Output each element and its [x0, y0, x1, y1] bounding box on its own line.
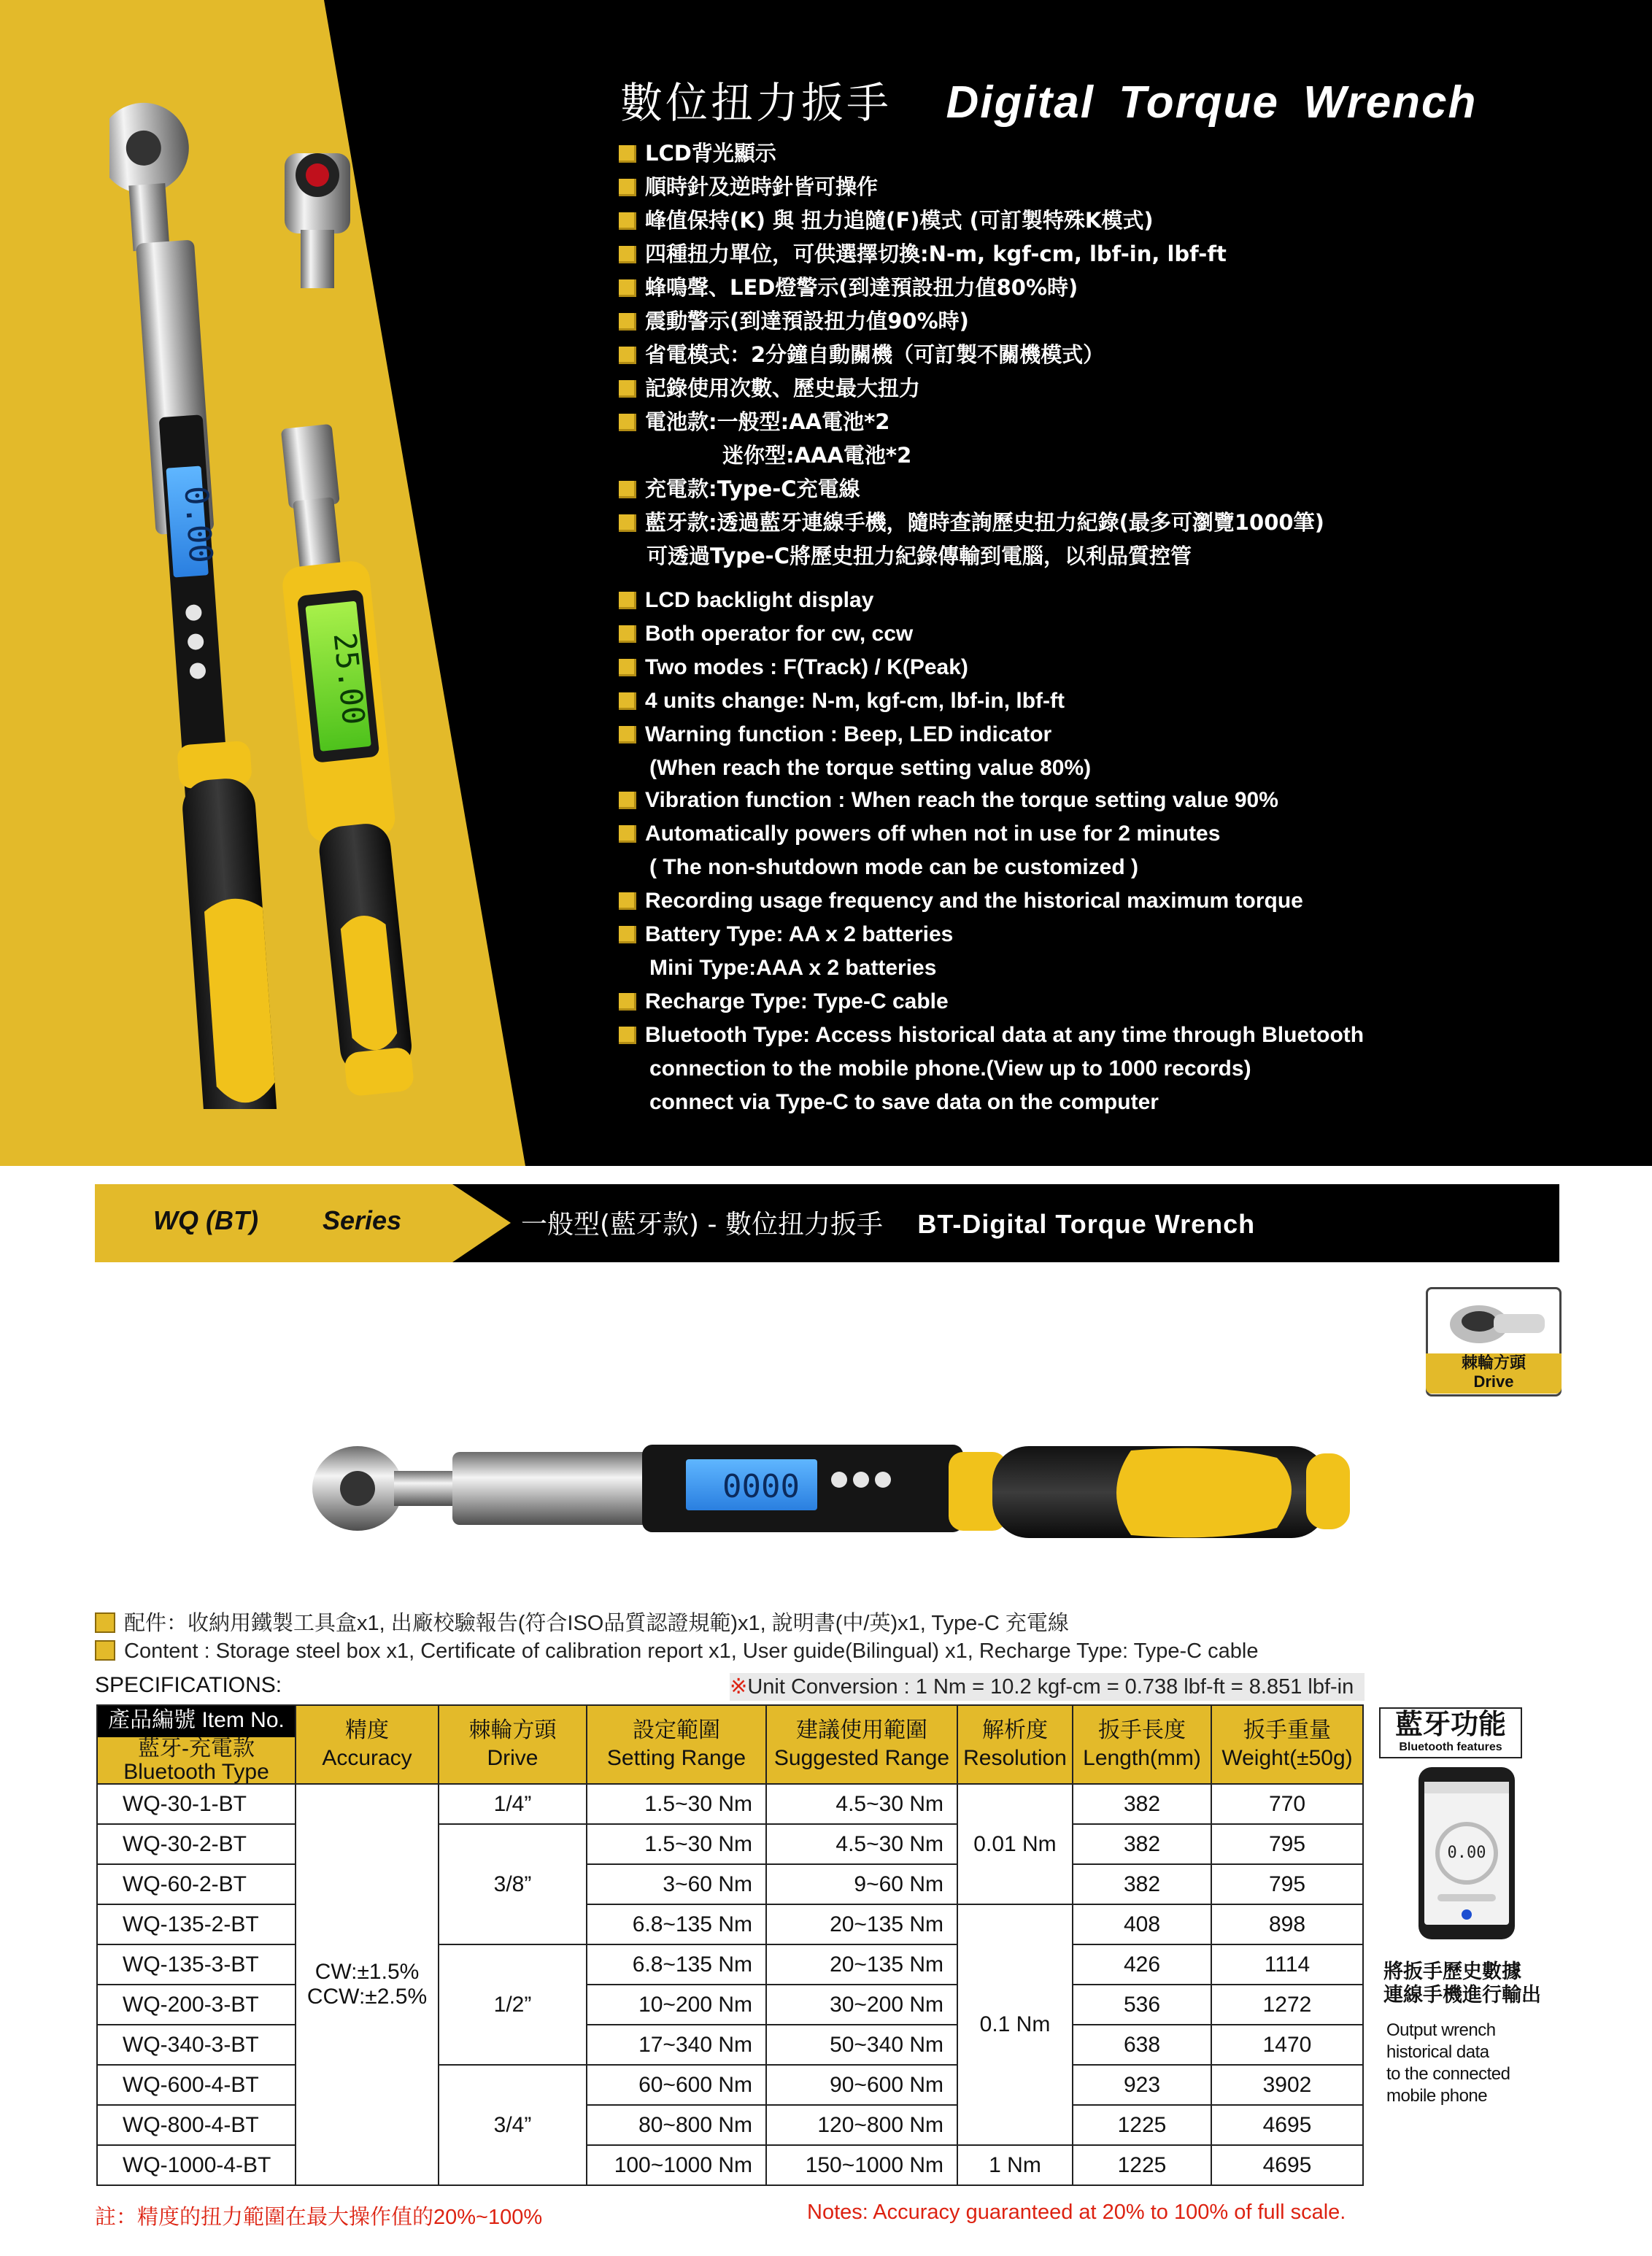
feature-en-4: 4 units change: N-m, kgf-cm, lbf-in, lbf-ft — [619, 689, 1065, 714]
feature-zh-3: 峰值保持(K) 與 扭力追隨(F)模式 (可訂製特殊K模式) — [619, 204, 1154, 234]
content-zh: 配件：收納用鐵製工具盒x1, 出廠校驗報告(符合ISO品質認證規範)x1, 說明書(中/英)x1, Type-C 充電線 — [95, 1607, 1069, 1637]
feature-zh-1: LCD背光顯示 — [619, 137, 776, 167]
feature-en-15: connection to the mobile phone.(View up to 1000 records) — [649, 1056, 1251, 1081]
resolution-cell: 0.1 Nm — [957, 1904, 1073, 2145]
col-resolution: 解析度 Resolution — [957, 1705, 1073, 1784]
bullet-square-icon — [95, 1640, 115, 1661]
feature-zh-2: 順時針及逆時針皆可操作 — [619, 171, 878, 201]
feature-en-7: Vibration function : When reach the torque setting value 90% — [619, 788, 1278, 813]
table-row: WQ-30-1-BT CW:±1.5% CCW:±2.5% 1/4” 1.5~30 Nm 4.5~30 Nm 0.01 Nm 382 770 — [97, 1784, 1363, 1824]
bullet-square-icon — [619, 892, 636, 910]
bullet-square-icon — [619, 792, 636, 809]
table-row: WQ-800-4-BT 80~800 Nm 120~800 Nm 1225 4695 — [97, 2105, 1363, 2145]
bullet-square-icon — [619, 825, 636, 843]
table-row: WQ-30-2-BT 3/8” 1.5~30 Nm 4.5~30 Nm 382 795 — [97, 1824, 1363, 1864]
big-wrench — [109, 98, 281, 1109]
content-en: Content : Storage steel box x1, Certificate of calibration report x1, User guide(Bilingual) x1, Recharge Type: Type-C cable — [95, 1639, 1258, 1664]
bullet-square-icon — [619, 1027, 636, 1044]
col-suggested-range: 建議使用範圍 Suggested Range — [766, 1705, 957, 1784]
drive-badge-label — [1426, 1353, 1562, 1394]
series-title-zh: 一般型(藍牙款) - 數位扭力扳手 — [521, 1210, 883, 1240]
feature-en-10: Recording usage frequency and the historical maximum torque — [619, 889, 1303, 913]
feature-en-16: connect via Type-C to save data on the computer — [649, 1090, 1159, 1114]
feature-en-13: Recharge Type: Type-C cable — [619, 989, 949, 1014]
bluetooth-title-zh: 藍牙功能 — [1394, 1710, 1506, 1740]
feature-zh-6: 震動警示(到達預設扭力值90%時) — [619, 305, 969, 335]
bullet-square-icon — [619, 279, 636, 297]
col-item-no: 產品編號 Item No. 藍牙-充電款 Bluetooth Type — [97, 1705, 296, 1784]
col-weight: 扳手重量 Weight(±50g) — [1211, 1705, 1363, 1784]
table-row: WQ-135-2-BT 6.8~135 Nm 20~135 Nm 0.1 Nm 408 898 — [97, 1904, 1363, 1944]
table-row: WQ-340-3-BT 17~340 Nm 50~340 Nm 638 1470 — [97, 2025, 1363, 2065]
bt-wrench-lcd-value: 0000 — [722, 1468, 800, 1505]
bullet-square-icon — [619, 246, 636, 263]
bullet-square-icon — [619, 659, 636, 676]
bt-wrench-product-image — [306, 1408, 1357, 1561]
bluetooth-desc-en: Output wrench historical data to the connected mobile phone — [1386, 2020, 1510, 2106]
feature-en-3: Two modes : F(Track) / K(Peak) — [619, 655, 968, 680]
bullet-square-icon — [95, 1612, 115, 1633]
col-length: 扳手長度 Length(mm) — [1073, 1705, 1211, 1784]
drive-cell: 1/2” — [439, 1944, 587, 2065]
small-wrench — [266, 422, 424, 1099]
footnote-zh: 註：精度的扭力範圍在最大操作值的20%~100% — [95, 2206, 543, 2229]
bullet-square-icon — [619, 212, 636, 230]
col-setting-range: 設定範圍 Setting Range — [587, 1705, 766, 1784]
feature-en-12: Mini Type:AAA x 2 batteries — [649, 956, 937, 980]
bullet-square-icon — [619, 414, 636, 431]
bullet-square-icon — [619, 347, 636, 364]
bullet-square-icon — [619, 592, 636, 609]
accuracy-cell: CW:±1.5% CCW:±2.5% — [296, 1784, 439, 2185]
feature-zh-12: 藍牙款:透過藍牙連線手機，隨時查詢歷史扭力紀錄(最多可瀏覽1000筆) — [619, 506, 1324, 536]
bullet-square-icon — [619, 726, 636, 743]
table-row: WQ-600-4-BT 3/4” 60~600 Nm 90~600 Nm 923 3902 — [97, 2065, 1363, 2105]
feature-en-14: Bluetooth Type: Access historical data at any time through Bluetooth — [619, 1023, 1364, 1048]
unit-note-mark: ※ — [730, 1675, 748, 1699]
feature-en-6: (When reach the torque setting value 80%) — [649, 756, 1092, 780]
bluetooth-desc-zh: 將扳手歷史數據 連線手機進行輸出 — [1383, 1961, 1541, 2006]
ratchet-head-accessory — [285, 153, 350, 288]
series-title — [521, 1204, 1255, 1241]
hero-title-en: Digital Torque Wrench — [946, 77, 1478, 128]
drive-cell: 3/4” — [439, 2065, 587, 2185]
feature-zh-4: 四種扭力單位，可供選擇切換:N-m, kgf-cm, lbf-in, lbf-ft — [619, 238, 1227, 268]
feature-en-2: Both operator for cw, ccw — [619, 622, 913, 646]
smartphone-icon — [1416, 1766, 1518, 1941]
bluetooth-features-box — [1379, 1707, 1522, 1758]
bullet-square-icon — [619, 692, 636, 710]
bullet-square-icon — [619, 380, 636, 398]
bullet-square-icon — [619, 179, 636, 196]
table-row: WQ-200-3-BT 10~200 Nm 30~200 Nm 536 1272 — [97, 1985, 1363, 2025]
specifications-label: SPECIFICATIONS: — [95, 1673, 282, 1697]
hero-title — [620, 69, 1477, 130]
feature-en-11: Battery Type: AA x 2 batteries — [619, 922, 953, 947]
table-row: WQ-1000-4-BT 100~1000 Nm 150~1000 Nm 1 Nm 1225 4695 — [97, 2145, 1363, 2185]
col-accuracy: 精度 Accuracy — [296, 1705, 439, 1784]
table-row: WQ-135-3-BT 1/2” 6.8~135 Nm 20~135 Nm 426 1114 — [97, 1944, 1363, 1985]
small-wrench-lcd-value: 25.00 — [326, 630, 372, 727]
feature-zh-11: 充電款:Type-C充電線 — [619, 473, 860, 503]
bullet-square-icon — [619, 993, 636, 1011]
product-wrenches-illustration — [109, 88, 489, 1109]
bullet-square-icon — [619, 481, 636, 498]
spec-table — [96, 1704, 1364, 2186]
feature-en-9: ( The non-shutdown mode can be customized ) — [649, 855, 1139, 879]
feature-zh-10: 迷你型:AAA電池*2 — [722, 443, 912, 468]
drive-badge-en: Drive — [1473, 1372, 1514, 1391]
big-wrench-lcd-value: 0.00 — [177, 484, 220, 565]
drive-cell: 3/8” — [439, 1824, 587, 1944]
bullet-square-icon — [619, 313, 636, 331]
series-title-en: BT-Digital Torque Wrench — [917, 1209, 1256, 1239]
feature-zh-5: 蜂鳴聲、LED燈警示(到達預設扭力值80%時) — [619, 271, 1078, 301]
phone-torque-value: 0.00 — [1447, 1844, 1486, 1862]
resolution-cell: 0.01 Nm — [957, 1784, 1073, 1904]
feature-en-8: Automatically powers off when not in use for 2 minutes — [619, 822, 1220, 846]
feature-zh-13: 可透過Type-C將歷史扭力紀錄傳輸到電腦，以利品質控管 — [646, 544, 1192, 568]
unit-conversion-note: ※Unit Conversion : 1 Nm = 10.2 kgf-cm = 0.738 lbf-ft = 8.851 lbf-in — [730, 1673, 1365, 1701]
ratchet-head-icon — [1428, 1289, 1559, 1362]
col-drive: 棘輪方頭 Drive — [439, 1705, 587, 1784]
series-word: Series — [323, 1205, 402, 1235]
hero-title-zh: 數位扭力扳手 — [620, 78, 892, 128]
feature-zh-9: 電池款:一般型:AA電池*2 — [619, 406, 889, 436]
footnote-en: Notes: Accuracy guaranteed at 20% to 100% of full scale. — [807, 2201, 1346, 2224]
series-code: WQ (BT) — [153, 1205, 258, 1235]
feature-en-1: LCD backlight display — [619, 588, 873, 613]
bullet-square-icon — [619, 625, 636, 643]
bluetooth-title-en: Bluetooth features — [1399, 1741, 1502, 1753]
feature-en-5: Warning function : Beep, LED indicator — [619, 722, 1051, 747]
drive-cell: 1/4” — [439, 1784, 587, 1824]
bullet-square-icon — [619, 926, 636, 943]
drive-badge-zh: 棘輪方頭 — [1461, 1353, 1526, 1372]
bullet-square-icon — [619, 145, 636, 163]
resolution-cell: 1 Nm — [957, 2145, 1073, 2185]
bullet-square-icon — [619, 514, 636, 532]
feature-zh-7: 省電模式：2分鐘自動關機（可訂製不關機模式） — [619, 339, 1104, 368]
feature-zh-8: 記錄使用次數、歷史最大扭力 — [619, 372, 920, 402]
table-row: WQ-60-2-BT 3~60 Nm 9~60 Nm 382 795 — [97, 1864, 1363, 1904]
